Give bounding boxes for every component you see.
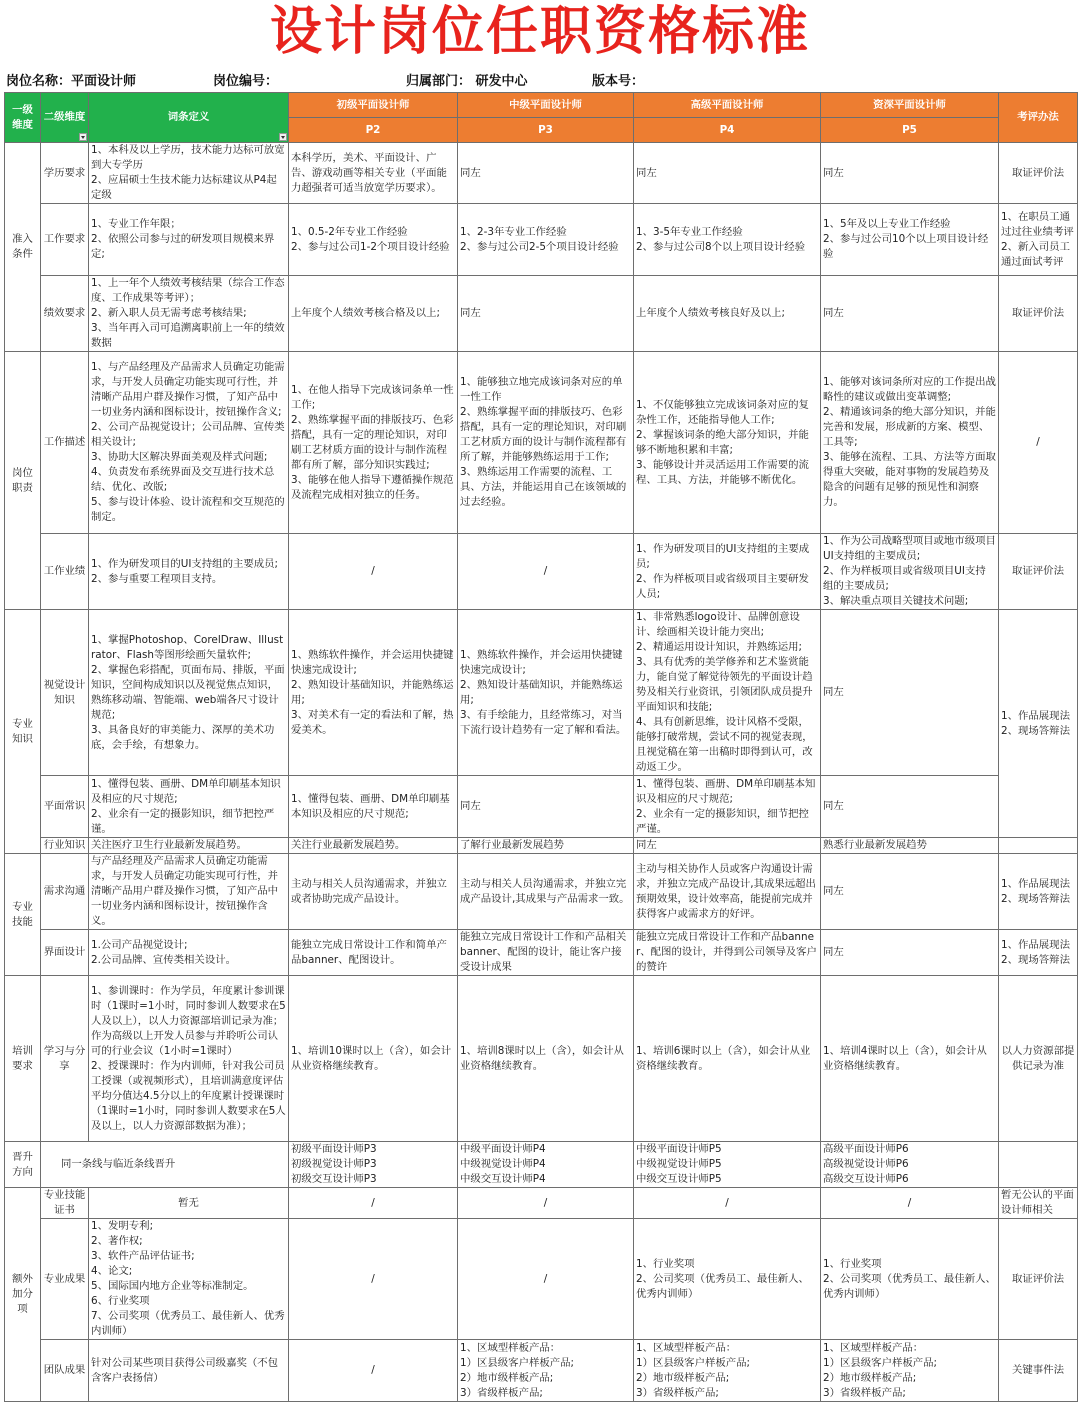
p2-cell: 主动与相关人员沟通需求，并独立或者协助完成产品设计。 <box>289 854 458 930</box>
level-name-p4: 高级平面设计师 <box>634 93 821 118</box>
dim-cell: 行业知识 <box>41 838 89 854</box>
p2-cell: 1、熟练软件操作，并会运用快捷键快速完成设计; 2、熟知设计基础知识，并能熟练运用; 3、对美术有一定的看法和了解，热爱美术。 <box>289 610 458 776</box>
p2-cell: / <box>289 534 458 610</box>
eval-cell: 取证评价法 <box>999 276 1078 352</box>
qualification-table <box>4 92 1078 1402</box>
p4-cell: 1、3-5年专业工作经验 2、参与过公司8个以上项目设计经验 <box>634 204 821 276</box>
p3-cell: 主动与相关人员沟通需求，并独立完成产品设计,其成果与产品需求一致。 <box>458 854 634 930</box>
def-cell: 1、参训课时：作为学员，年度累计参训课时（1课时=1小时，同时参训人数要求在5人及以上），以人力资源部培训记录为准；作为高级以上开发人员参与并聆听公司认可的行业会议（1小时=1课时） 2、授课课时：作为内训师，针对我公司员工授课（或视频形式），且培训满意度评估平均分值达4.5分以上的年度累计授课课时（1课时=1小时，同时参训人数要求在5人及以上，以人力资源部数据为准）； <box>89 976 289 1142</box>
department: 归属部门： 研发中心 <box>406 74 528 89</box>
p5-cell: 同左 <box>821 610 999 776</box>
table-row <box>5 1219 1078 1340</box>
header-col1: 一级 维度 <box>5 93 41 143</box>
p2-cell: 本科学历，美术、平面设计、广告、游戏动画等相关专业（平面能力超强者可适当放宽学历要求）。 <box>289 143 458 204</box>
def-cell: 与产品经理及产品需求人员确定功能需求，与开发人员确定功能实现可行性，并清晰产品用户群及操作习惯，了知产品中一切业务内涵和图标设计，按钮操作含义。 <box>89 854 289 930</box>
group-promotion: 晋升 方向 <box>5 1142 41 1188</box>
table-row <box>5 610 1078 776</box>
group-knowledge: 专业 知识 <box>5 610 41 854</box>
level-name-p5: 资深平面设计师 <box>821 93 999 118</box>
p3-cell: 1、培训8课时以上（含），如会计从业资格继续教育。 <box>458 976 634 1142</box>
eval-cell: 关键事件法 <box>999 1340 1078 1402</box>
eval-cell: 1、作品展现法 2、现场答辩法 <box>999 930 1078 976</box>
p2-cell: 上年度个人绩效考核合格及以上; <box>289 276 458 352</box>
p3-cell: 同左 <box>458 143 634 204</box>
p2-cell: 初级平面设计师P3 初级视觉设计师P3 初级交互设计师P3 <box>289 1142 458 1188</box>
p4-cell: 1、非常熟悉logo设计、品牌创意设计、绘画相关设计能力突出; 2、精通运用设计知识，并熟练运用; 3、具有优秀的美学修养和艺术鉴赏能力，能自觉了解觉待领先的平面设计趋势及相关行业资讯，引领团队成员提升平面知识和技能; 4、具有创新思维，设计风格不受限，能够打破常规，尝试不同的视觉表现，且视觉稿在第一出稿时即得到认可，改动返工少。 <box>634 610 821 776</box>
def-cell: 1、掌握Photoshop、CorelDraw、Illustrator、Flash等图形绘画矢量软件; 2、掌握色彩搭配，页面布局、排版，平面知识，空间构成知识以及视觉焦点知识，熟练移动端、智能端、web端各尺寸设计规范; 3、具备良好的审美能力、深厚的美术功底，会手绘，有想象力。 <box>89 610 289 776</box>
p4-cell: 1、培训6课时以上（含），如会计从业资格继续教育。 <box>634 976 821 1142</box>
dim-cell: 专业成果 <box>41 1219 89 1340</box>
p2-cell: 1、懂得包装、画册、DM单印刷基本知识及相应的尺寸规范; <box>289 776 458 838</box>
p4-cell: 1、区域型样板产品： 1）区县级客户样板产品; 2）地市级样板产品; 3）省级样板产品; <box>634 1340 821 1402</box>
version: 版本号： <box>592 74 645 89</box>
dim-cell: 团队成果 <box>41 1340 89 1402</box>
def-cell: 1、上一年个人绩效考核结果（综合工作态度、工作成果等考评）； 2、新入职人员无需考虑考核结果; 3、当年再入司可追溯离职前上一年的绩效数据 <box>89 276 289 352</box>
page-title: 设计岗位任职资格标准 <box>269 2 810 62</box>
eval-cell: 取证评价法 <box>999 143 1078 204</box>
p4-cell: 1、作为研发项目的UI支持组的主要成员; 2、作为样板项目或省级项目主要研发人员; <box>634 534 821 610</box>
p2-cell: / <box>289 1188 458 1219</box>
eval-cell: 以人力资源部提供记录为准 <box>999 976 1078 1142</box>
p4-cell: 能独立完成日常设计工作和产品banner、配图的设计，并得到公司领导及客户的赞许 <box>634 930 821 976</box>
p4-cell: 主动与相关协作人员或客户沟通设计需求，并独立完成产品设计,其成果远超出预期效果，设计效率高，能提前完成并获得客户或需求方的好评。 <box>634 854 821 930</box>
dim-cell: 工作要求 <box>41 204 89 276</box>
p3-cell: 1、区域型样板产品： 1）区县级客户样板产品; 2）地市级样板产品; 3）省级样板产品; <box>458 1340 634 1402</box>
eval-cell: 1、在职员工通过过往业绩考评 2、新入司员工通过面试考评 <box>999 204 1078 276</box>
position-code: 岗位编号： <box>213 74 279 89</box>
def-cell: 1、发明专利; 2、著作权; 3、软件产品评估证书; 4、论文; 5、国际国内地方企业等标准制定。 6、行业奖项 7、公司奖项（优秀员工、最佳新人、优秀内训师） <box>89 1219 289 1340</box>
def-cell: 1、懂得包装、画册、DM单印刷基本知识及相应的尺寸规范; 2、业余有一定的摄影知识，细节把控严谨。 <box>89 776 289 838</box>
table-row <box>5 352 1078 534</box>
group-bonus: 额外 加分项 <box>5 1188 41 1402</box>
table-row <box>5 976 1078 1142</box>
table-row <box>5 1142 1078 1188</box>
p4-cell: 1、不仅能够独立完成该词条对应的复杂性工作，还能指导他人工作; 2、掌握该词条的绝大部分知识，并能够不断地积累和丰富; 3、能够设计并灵活运用工作需要的流程、工具、方法，并能够不断优化。 <box>634 352 821 534</box>
p5-cell: 1、行业奖项 2、公司奖项（优秀员工、最佳新人、优秀内训师） <box>821 1219 999 1340</box>
header-col2-label: 二级维度 <box>43 111 86 123</box>
table-row <box>5 930 1078 976</box>
level-name-p2: 初级平面设计师 <box>289 93 458 118</box>
p4-cell: 上年度个人绩效考核良好及以上; <box>634 276 821 352</box>
p3-cell: 同左 <box>458 776 634 838</box>
level-code-p5: P5 <box>821 118 999 143</box>
p3-cell: 中级平面设计师P4 中级视觉设计师P4 中级交互设计师P4 <box>458 1142 634 1188</box>
eval-cell <box>999 838 1078 854</box>
group-entry: 准入 条件 <box>5 143 41 352</box>
group-training: 培训 要求 <box>5 976 41 1142</box>
header-col2 <box>41 93 89 143</box>
filter-dropdown-icon[interactable] <box>279 133 287 141</box>
p4-cell: 1、懂得包装、画册、DM单印刷基本知识及相应的尺寸规范; 2、业余有一定的摄影知识，细节把控严谨。 <box>634 776 821 838</box>
level-code-p4: P4 <box>634 118 821 143</box>
p5-cell: 1、能够对该词条所对应的工作提出战略性的建议或做出变革调整; 2、精通该词条的绝大部分知识，并能完善和发展，形成新的方案、模型、工具等; 3、能够在流程、工具、方法等方面取得重大突破，能对事物的发展趋势及隐含的问题有足够的预见性和洞察力。 <box>821 352 999 534</box>
p3-cell: / <box>458 1188 634 1219</box>
dim-cell: 界面设计 <box>41 930 89 976</box>
eval-cell: 1、作品展现法 2、现场答辩法 <box>999 854 1078 930</box>
dim-cell: 绩效要求 <box>41 276 89 352</box>
position-name: 岗位名称：平面设计师 <box>6 74 137 89</box>
p5-cell: 1、培训4课时以上（含），如会计从业资格继续教育。 <box>821 976 999 1142</box>
p5-cell: 同左 <box>821 143 999 204</box>
level-code-p3: P3 <box>458 118 634 143</box>
def-cell: 同一条线与临近条线晋升 <box>41 1142 289 1188</box>
p5-cell: 同左 <box>821 854 999 930</box>
p5-cell: 同左 <box>821 930 999 976</box>
p4-cell: 1、行业奖项 2、公司奖项（优秀员工、最佳新人、优秀内训师） <box>634 1219 821 1340</box>
p5-cell: 高级平面设计师P6 高级视觉设计师P6 高级交互设计师P6 <box>821 1142 999 1188</box>
eval-cell: 1、作品展现法 2、现场答辩法 <box>999 610 1078 838</box>
dim-cell: 工作业绩 <box>41 534 89 610</box>
level-name-p3: 中级平面设计师 <box>458 93 634 118</box>
def-cell: 1、与产品经理及产品需求人员确定功能需求，与开发人员确定功能实现可行性，并清晰产品用户群及操作习惯，了知产品中一切业务内涵和图标设计，按钮操作含义; 2、公司产品视觉设计；公司品牌、宣传类相关设计; 3、协助大区解决界面美观及样式问题; 4、负责发布系统界面及交互进行技术总结、优化、改版; 5、参与设计体验、设计流程和交互规范的制定。 <box>89 352 289 534</box>
p2-cell: 能独立完成日常设计工作和简单产品banner、配图设计。 <box>289 930 458 976</box>
table-row <box>5 776 1078 838</box>
p5-cell: 熟悉行业最新发展趋势 <box>821 838 999 854</box>
dim-cell: 学历要求 <box>41 143 89 204</box>
def-cell: 针对公司某些项目获得公司级嘉奖（不包含客户表扬信） <box>89 1340 289 1402</box>
p3-cell: 了解行业最新发展趋势 <box>458 838 634 854</box>
header-col3-label: 词条定义 <box>167 111 210 123</box>
p4-cell: / <box>634 1188 821 1219</box>
dim-cell: 专业技能 证书 <box>41 1188 89 1219</box>
dim-cell: 学习与分享 <box>41 976 89 1142</box>
p5-cell: 1、作为公司战略型项目或地市级项目UI支持组的主要成员; 2、作为样板项目或省级项目UI支持组的主要成员; 3、解决重点项目关键技术问题; <box>821 534 999 610</box>
eval-cell: 取证评价法 <box>999 534 1078 610</box>
eval-cell: 取证评价法 <box>999 1219 1078 1340</box>
p3-cell: 能独立完成日常设计工作和产品相关banner、配图的设计，能让客户接受设计成果 <box>458 930 634 976</box>
table-row <box>5 1340 1078 1402</box>
p3-cell: 1、能够独立地完成该词条对应的单一性工作 2、熟练掌握平面的排版技巧、色彩搭配，具有一定的理论知识，对印刷工艺材质方面的设计与制作流程都有所了解，并能够熟练运用于工作; 3、熟练运用工作需要的流程、工具、方法，并能运用自己在该领域的过去经验。 <box>458 352 634 534</box>
p2-cell: 1、在他人指导下完成该词条单一性工作; 2、熟练掌握平面的排版技巧、色彩搭配，具有一定的理论知识，对印刷工艺材质方面的设计与制作流程都有所了解，部分知识实践过; 3、能够在他人指导下遵循操作规范及流程完成相对独立的任务。 <box>289 352 458 534</box>
eval-cell: 暂无公认的平面设计师相关 <box>999 1188 1078 1219</box>
dim-cell: 视觉设计 知识 <box>41 610 89 776</box>
group-skill: 专业 技能 <box>5 854 41 976</box>
p5-cell: 同左 <box>821 276 999 352</box>
table-row <box>5 854 1078 930</box>
p2-cell: 1、培训10课时以上（含），如会计从业资格继续教育。 <box>289 976 458 1142</box>
meta-bar <box>4 68 1076 90</box>
table-row <box>5 204 1078 276</box>
def-cell: 1.公司产品视觉设计; 2.公司品牌、宣传类相关设计。 <box>89 930 289 976</box>
p2-cell: / <box>289 1340 458 1402</box>
def-cell: 暂无 <box>89 1188 289 1219</box>
p2-cell: 1、0.5-2年专业工作经验 2、参与过公司1-2个项目设计经验 <box>289 204 458 276</box>
header-col3 <box>89 93 289 143</box>
p2-cell: 关注行业最新发展趋势。 <box>289 838 458 854</box>
table-row <box>5 143 1078 204</box>
dim-cell: 需求沟通 <box>41 854 89 930</box>
p5-cell: 1、区域型样板产品： 1）区县级客户样板产品; 2）地市级样板产品; 3）省级样板产品; <box>821 1340 999 1402</box>
p2-cell: / <box>289 1219 458 1340</box>
p5-cell: 1、5年及以上专业工作经验 2、参与过公司10个以上项目设计经验 <box>821 204 999 276</box>
def-cell: 1、本科及以上学历，技术能力达标可放宽到大专学历 2、应届硕士生技术能力达标建议从P4起定级 <box>89 143 289 204</box>
p4-cell: 同左 <box>634 143 821 204</box>
p3-cell: 1、熟练软件操作，并会运用快捷键快速完成设计; 2、熟知设计基础知识，并能熟练运用; 3、有手绘能力，且经常练习，对当下流行设计趋势有一定了解和看法。 <box>458 610 634 776</box>
filter-dropdown-icon[interactable] <box>79 133 87 141</box>
def-cell: 1、专业工作年限； 2、依照公司参与过的研发项目规模来界定; <box>89 204 289 276</box>
p3-cell: 同左 <box>458 276 634 352</box>
header-eval: 考评办法 <box>999 93 1078 143</box>
table-row <box>5 838 1078 854</box>
p5-cell: 同左 <box>821 776 999 838</box>
dim-cell: 平面常识 <box>41 776 89 838</box>
table-row <box>5 1188 1078 1219</box>
level-code-p2: P2 <box>289 118 458 143</box>
p5-cell: / <box>821 1188 999 1219</box>
p3-cell: 1、2-3年专业工作经验 2、参与过公司2-5个项目设计经验 <box>458 204 634 276</box>
dim-cell: 工作描述 <box>41 352 89 534</box>
def-cell: 1、作为研发项目的UI支持组的主要成员; 2、参与重要工程项目支持。 <box>89 534 289 610</box>
table-row <box>5 534 1078 610</box>
p4-cell: 中级平面设计师P5 中级视觉设计师P5 中级交互设计师P5 <box>634 1142 821 1188</box>
group-duty: 岗位 职责 <box>5 352 41 610</box>
eval-cell: / <box>999 352 1078 534</box>
p4-cell: 同左 <box>634 838 821 854</box>
eval-cell <box>999 1142 1078 1188</box>
p3-cell: / <box>458 1219 634 1340</box>
table-row <box>5 276 1078 352</box>
p3-cell: / <box>458 534 634 610</box>
def-cell: 关注医疗卫生行业最新发展趋势。 <box>89 838 289 854</box>
